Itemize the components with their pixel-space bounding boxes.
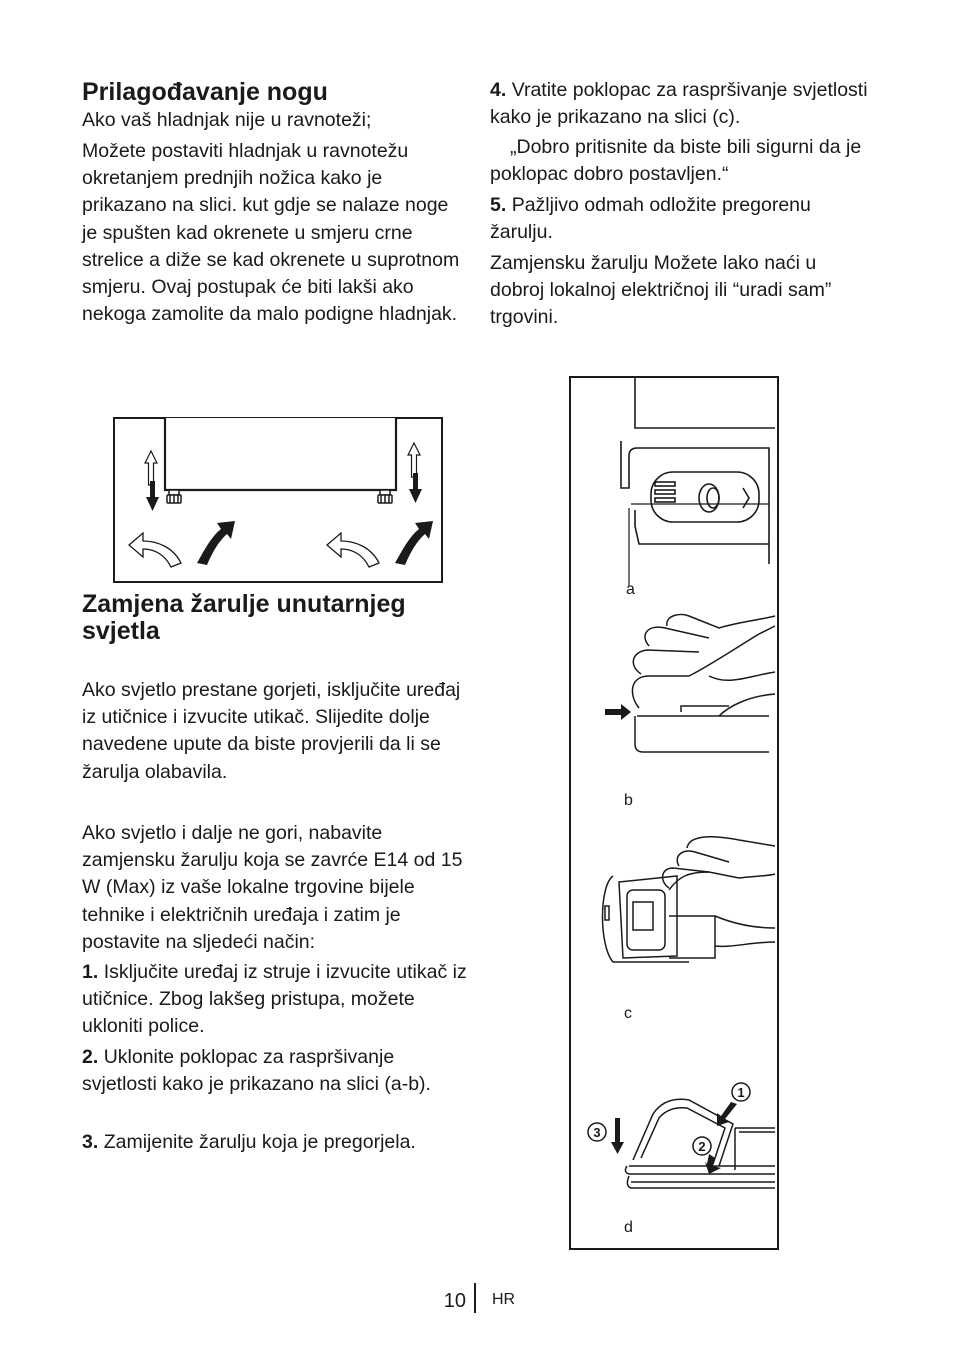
step-marker-3 xyxy=(588,1123,606,1141)
label-d: d xyxy=(624,1219,633,1236)
step-3-number: 3. xyxy=(82,1131,99,1153)
light-cover-figure xyxy=(569,376,779,1250)
feet-adjustment-figure xyxy=(113,417,443,583)
step-1-number: 1. xyxy=(82,961,99,983)
step-5-number: 5. xyxy=(490,194,507,216)
step-5-text: Pažljivo odmah odložite pregorenu žarulju. xyxy=(490,194,811,244)
step-1-text: Isključite uređaj iz struje i izvucite utikač iz utičnice. Zbog lakšeg pristupa, možete ukloniti police. xyxy=(82,961,467,1038)
step-marker-1-text: 1 xyxy=(737,1085,745,1100)
step-2-text: Uklonite poklopac za raspršivanje svjetlosti kako je prikazano na slici (a-b). xyxy=(82,1046,431,1096)
paragraph-intro: Ako vaš hladnjak nije u ravnoteži; xyxy=(82,109,372,131)
step-marker-2 xyxy=(693,1137,711,1155)
left-foot xyxy=(167,490,181,503)
paragraph-replacement-bulb: Ako svjetlo i dalje ne gori, nabavite zamjensku žarulju koja se zavrće E14 od 15 W (Max) iz vaše lokalne trgovine bijele tehnike i električnih uređaja i zatim je postavite na sljedeći način: xyxy=(82,822,463,953)
step-marker-2-text: 2 xyxy=(698,1139,706,1154)
label-b: b xyxy=(624,792,633,809)
label-a: a xyxy=(626,581,635,598)
footer-divider xyxy=(474,1283,476,1313)
step-2 xyxy=(82,1044,467,1098)
page-number: 10 xyxy=(443,1290,466,1312)
heading-bulb-replacement: Zamjena žarulje unutarnjeg svjetla xyxy=(82,590,406,645)
language-code: HR xyxy=(492,1291,516,1308)
step-4 xyxy=(490,77,870,131)
step-1 xyxy=(82,959,467,1041)
step-5 xyxy=(490,192,870,246)
paragraph-where-to-buy: Zamjensku žarulju Možete lako naći u dobroj lokalnoj električnoj ili “uradi sam” trgovini. xyxy=(490,252,832,329)
heading-leg-adjustment: Prilagođavanje nogu xyxy=(82,78,328,106)
paragraph-light-off: Ako svjetlo prestane gorjeti, isključite uređaj iz utičnice i izvucite utikač. Slijedite dolje navedene upute da biste provjerili da li se žarulja olabavila. xyxy=(82,679,461,783)
step-marker-3-text: 3 xyxy=(593,1125,601,1140)
step-2-number: 2. xyxy=(82,1046,99,1068)
label-c: c xyxy=(624,1005,632,1022)
step-3-text: Zamijenite žarulju koja je pregorjela. xyxy=(103,1131,416,1153)
paragraph-leg-instructions: Možete postaviti hladnjak u ravnotežu okretanjem prednjih nožica kako je prikazano na slici. kut gdje se nalaze noge je spušten kad okrenete u smjeru crne strelice a diže se kad okrenete u suprotnom smjeru. Ovaj postupak će biti lakši ako nekoga zamolite da malo podigne hladnjak. xyxy=(82,140,460,326)
step-4-text: Vratite poklopac za raspršivanje svjetlosti kako je prikazano na slici (c). xyxy=(490,79,868,129)
step-3 xyxy=(82,1129,467,1156)
step-4-number: 4. xyxy=(490,79,507,101)
quote-press-firmly: „Dobro pritisnite da biste bili sigurni da je poklopac dobro postavljen.“ xyxy=(490,136,862,186)
right-foot xyxy=(378,490,392,503)
step-marker-1 xyxy=(732,1083,750,1101)
